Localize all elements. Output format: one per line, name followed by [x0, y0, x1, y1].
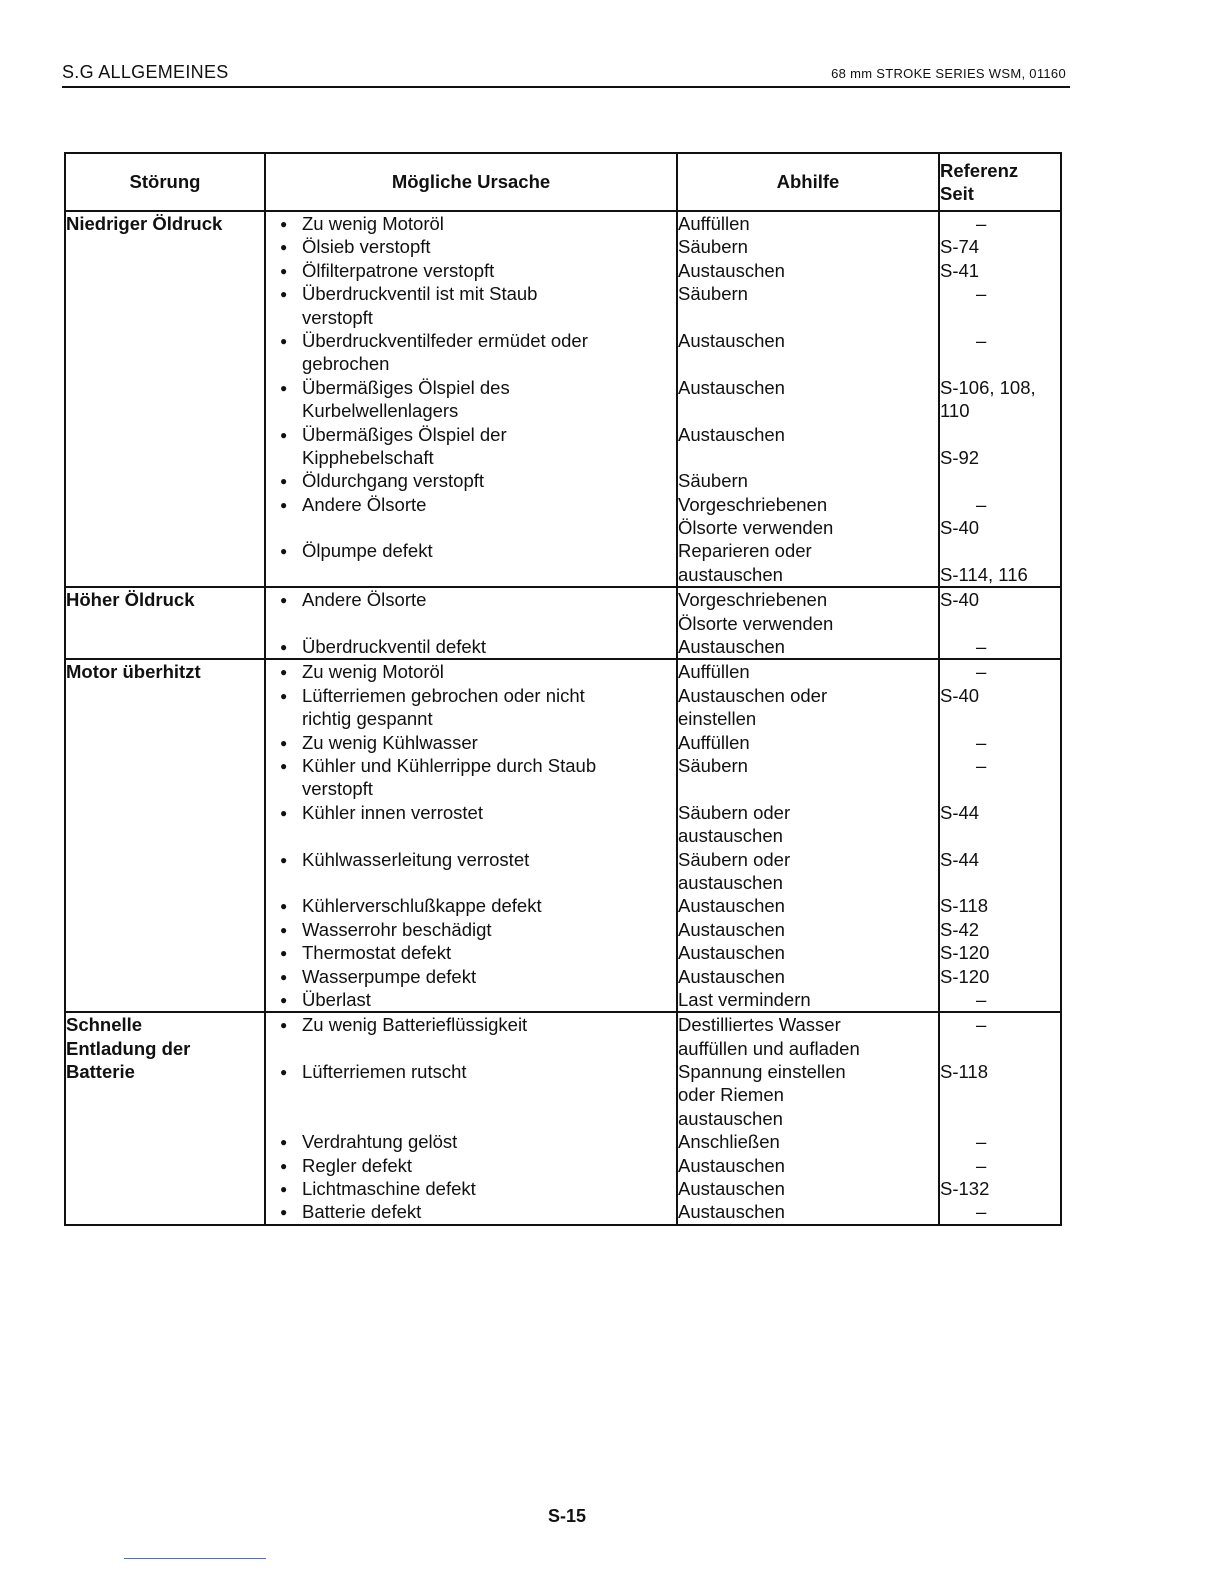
reference-text: – — [976, 283, 987, 305]
symptom-cell — [65, 1012, 265, 1225]
remedy-text: Reparieren oder — [678, 540, 812, 562]
cause-line — [266, 235, 676, 258]
reference-text: S-41 — [940, 259, 980, 281]
cause-text: Andere Ölsorte — [302, 493, 427, 515]
remedy-text: Vorgeschriebenen — [678, 589, 828, 611]
cause-line — [266, 707, 676, 730]
cause-cell — [265, 659, 677, 1012]
remedy-text: Austauschen — [678, 965, 785, 987]
bullet-icon: ● — [280, 1205, 288, 1220]
remedy-text: Säubern — [678, 236, 748, 258]
reference-text: S-40 — [940, 589, 980, 611]
cause-text: Kurbelwellenlagers — [302, 400, 459, 422]
reference-text: – — [976, 493, 987, 515]
cause-text: Überdruckventil defekt — [302, 636, 487, 658]
cause-text: Ölsieb verstopft — [302, 236, 431, 258]
reference-text — [940, 871, 1060, 894]
bullet-icon: ● — [280, 946, 288, 961]
reference-text: S-42 — [940, 918, 980, 940]
remedy-text: Austauschen — [678, 918, 785, 940]
reference-text: S-44 — [940, 801, 980, 823]
cause-text: Kühler und Kühlerrippe durch Staub — [302, 754, 597, 776]
cause-text: richtig gespannt — [302, 708, 433, 730]
reference-header-line: Seit — [940, 183, 974, 204]
bullet-icon: ● — [280, 497, 288, 512]
cause-text: verstopft — [302, 306, 373, 328]
symptom-text: Motor überhitzt — [66, 661, 201, 683]
reference-text: S-74 — [940, 236, 980, 258]
cause-text: Zu wenig Motoröl — [302, 661, 444, 683]
reference-text: – — [976, 988, 987, 1010]
cause-line — [266, 871, 676, 894]
reference-text: S-120 — [940, 965, 990, 987]
cause-line — [266, 516, 676, 539]
cause-line — [266, 754, 676, 777]
remedy-text: Säubern — [678, 754, 748, 776]
cause-text: Andere Ölsorte — [302, 589, 427, 611]
cause-line — [266, 824, 676, 847]
reference-text — [940, 824, 1060, 847]
cause-cell — [265, 1012, 677, 1225]
column-header-remedy: Abhilfe — [677, 153, 939, 211]
reference-text — [940, 1107, 1060, 1130]
reference-cell — [939, 1012, 1061, 1225]
cause-line — [266, 1130, 676, 1153]
reference-text: – — [976, 1201, 987, 1223]
remedy-cell — [677, 659, 939, 1012]
remedy-text: Last vermindern — [678, 988, 811, 1010]
remedy-cell — [677, 1012, 939, 1225]
remedy-text: Spannung einstellen — [678, 1061, 846, 1083]
column-header-reference — [939, 153, 1061, 211]
reference-text: – — [976, 731, 987, 753]
cause-line — [266, 660, 676, 683]
cause-text: Zu wenig Kühlwasser — [302, 731, 478, 753]
symptom-text: Niedriger Öldruck — [66, 213, 223, 234]
cause-line — [266, 1177, 676, 1200]
cause-line — [266, 493, 676, 516]
reference-text: – — [976, 754, 987, 776]
cause-line — [266, 635, 676, 658]
reference-text: S-114, 116 — [940, 563, 1028, 585]
cause-text: Batterie defekt — [302, 1201, 422, 1223]
bullet-icon: ● — [280, 852, 288, 867]
cause-text: Überlast — [302, 988, 371, 1010]
cause-text: Zu wenig Motoröl — [302, 213, 444, 234]
remedy-text: Austauschen — [678, 895, 785, 917]
reference-text: – — [976, 1131, 987, 1153]
cause-text: Überdruckventil ist mit Staub — [302, 283, 538, 305]
cause-line — [266, 423, 676, 446]
bullet-icon: ● — [280, 899, 288, 914]
reference-text: S-44 — [940, 848, 980, 870]
remedy-text — [678, 306, 938, 329]
reference-text: – — [976, 1154, 987, 1176]
cause-line — [266, 1154, 676, 1177]
remedy-text: Austauschen — [678, 942, 785, 964]
remedy-text: Auffüllen — [678, 213, 750, 234]
bullet-icon: ● — [280, 735, 288, 750]
cause-line — [266, 848, 676, 871]
reference-text — [940, 352, 1060, 375]
symptom-cell — [65, 211, 265, 587]
reference-cell — [939, 659, 1061, 1012]
remedy-text: Ölsorte verwenden — [678, 517, 834, 539]
remedy-text: Ölsorte verwenden — [678, 612, 834, 634]
column-header-cause: Mögliche Ursache — [265, 153, 677, 211]
remedy-text: einstellen — [678, 708, 757, 730]
cause-line — [266, 731, 676, 754]
cause-line — [266, 1107, 676, 1130]
bullet-icon: ● — [280, 1018, 288, 1033]
reference-text — [940, 1037, 1060, 1060]
remedy-text: austauschen — [678, 825, 783, 847]
page-header — [62, 58, 1070, 88]
cause-line — [266, 399, 676, 422]
cause-line — [266, 1083, 676, 1106]
column-header-symptom: Störung — [65, 153, 265, 211]
reference-text: S-106, 108, — [940, 376, 1036, 398]
reference-text: – — [976, 661, 987, 683]
cause-line — [266, 801, 676, 824]
cause-cell — [265, 587, 677, 659]
symptom-text: Schnelle — [66, 1014, 143, 1036]
reference-text: S-132 — [940, 1178, 990, 1200]
cause-text: Verdrahtung gelöst — [302, 1131, 458, 1153]
cause-text: Öldurchgang verstopft — [302, 470, 485, 492]
cause-text: gebrochen — [302, 353, 390, 375]
bullet-icon: ● — [280, 665, 288, 680]
reference-text — [940, 306, 1060, 329]
cause-line — [266, 212, 676, 235]
bullet-icon: ● — [280, 758, 288, 773]
bullet-icon: ● — [280, 240, 288, 255]
reference-header-line: Referenz — [940, 160, 1019, 181]
remedy-text: oder Riemen — [678, 1084, 784, 1106]
reference-text — [940, 612, 1060, 635]
cause-line — [266, 469, 676, 492]
bullet-icon: ● — [280, 1182, 288, 1197]
remedy-text: Austauschen oder — [678, 684, 828, 706]
remedy-text: Auffüllen — [678, 661, 750, 683]
remedy-text — [678, 399, 938, 422]
cause-text: Zu wenig Batterieflüssigkeit — [302, 1014, 528, 1036]
page-number: S-15 — [548, 1506, 587, 1526]
symptom-text: Entladung der — [66, 1037, 191, 1059]
table-row — [65, 211, 1061, 587]
footer-rule — [124, 1558, 266, 1559]
bullet-icon: ● — [280, 1158, 288, 1173]
cause-line — [266, 539, 676, 562]
troubleshooting-table — [64, 152, 1062, 1226]
bullet-icon: ● — [280, 1135, 288, 1150]
bullet-icon: ● — [280, 969, 288, 984]
cause-text: Lüfterriemen gebrochen oder nicht — [302, 684, 585, 706]
cause-text: Thermostat defekt — [302, 942, 452, 964]
cause-text: Kühlerverschlußkappe defekt — [302, 895, 542, 917]
cause-line — [266, 563, 676, 586]
remedy-text: Austauschen — [678, 636, 785, 658]
section-title: S.G ALLGEMEINES — [62, 62, 229, 82]
cause-text: Kühler innen verrostet — [302, 801, 483, 823]
table-header-row — [65, 153, 1061, 211]
reference-text: S-40 — [940, 517, 980, 539]
cause-line — [266, 988, 676, 1011]
remedy-text: auffüllen und aufladen — [678, 1037, 860, 1059]
remedy-text: Säubern oder — [678, 801, 791, 823]
cause-line — [266, 894, 676, 917]
table-row — [65, 1012, 1061, 1225]
reference-text: S-118 — [940, 895, 988, 917]
cause-text: Regler defekt — [302, 1154, 413, 1176]
remedy-text: Austauschen — [678, 1154, 785, 1176]
cause-line — [266, 777, 676, 800]
bullet-icon: ● — [280, 805, 288, 820]
reference-text — [940, 469, 1060, 492]
table-row — [65, 659, 1061, 1012]
remedy-text: Austauschen — [678, 259, 785, 281]
remedy-cell — [677, 211, 939, 587]
remedy-text — [678, 777, 938, 800]
reference-text: – — [976, 636, 987, 658]
cause-line — [266, 918, 676, 941]
cause-text: Ölpumpe defekt — [302, 540, 433, 562]
cause-line — [266, 329, 676, 352]
reference-text: – — [976, 213, 987, 234]
reference-text — [940, 539, 1060, 562]
symptom-cell — [65, 659, 265, 1012]
cause-line — [266, 259, 676, 282]
symptom-cell — [65, 587, 265, 659]
remedy-text: austauschen — [678, 1107, 783, 1129]
cause-line — [266, 612, 676, 635]
symptom-text: Höher Öldruck — [66, 589, 195, 611]
remedy-text: Säubern oder — [678, 848, 791, 870]
reference-text: S-120 — [940, 942, 990, 964]
bullet-icon: ● — [280, 427, 288, 442]
cause-line — [266, 684, 676, 707]
bullet-icon: ● — [280, 380, 288, 395]
cause-line — [266, 965, 676, 988]
cause-line — [266, 1013, 676, 1036]
bullet-icon: ● — [280, 287, 288, 302]
cause-line — [266, 352, 676, 375]
bullet-icon: ● — [280, 922, 288, 937]
remedy-text: Auffüllen — [678, 731, 750, 753]
remedy-text: Austauschen — [678, 1178, 785, 1200]
bullet-icon: ● — [280, 992, 288, 1007]
cause-text: Wasserpumpe defekt — [302, 965, 477, 987]
remedy-text: Destilliertes Wasser — [678, 1014, 841, 1036]
remedy-text: Vorgeschriebenen — [678, 493, 828, 515]
remedy-text: Austauschen — [678, 376, 785, 398]
reference-text: – — [976, 1014, 987, 1036]
reference-text — [940, 707, 1060, 730]
remedy-cell — [677, 587, 939, 659]
reference-text — [940, 1083, 1060, 1106]
reference-text — [940, 777, 1060, 800]
reference-cell — [939, 211, 1061, 587]
cause-text: Kipphebelschaft — [302, 446, 434, 468]
cause-line — [266, 282, 676, 305]
cause-line — [266, 376, 676, 399]
cause-text: Überdruckventilfeder ermüdet oder — [302, 329, 588, 351]
remedy-text: austauschen — [678, 871, 783, 893]
remedy-text — [678, 446, 938, 469]
bullet-icon: ● — [280, 333, 288, 348]
remedy-text: Säubern — [678, 283, 748, 305]
bullet-icon: ● — [280, 593, 288, 608]
cause-text: verstopft — [302, 778, 373, 800]
bullet-icon: ● — [280, 263, 288, 278]
cause-text: Lüfterriemen rutscht — [302, 1061, 467, 1083]
bullet-icon: ● — [280, 217, 288, 231]
bullet-icon: ● — [280, 640, 288, 655]
reference-text — [940, 423, 1060, 446]
remedy-text: austauschen — [678, 563, 783, 585]
cause-text: Ölfilterpatrone verstopft — [302, 259, 495, 281]
cause-cell — [265, 211, 677, 587]
reference-text: S-40 — [940, 684, 980, 706]
cause-line — [266, 588, 676, 611]
reference-text: 110 — [940, 400, 970, 422]
cause-line — [266, 1200, 676, 1223]
reference-text: S-118 — [940, 1061, 988, 1083]
reference-cell — [939, 587, 1061, 659]
remedy-text: Säubern — [678, 470, 748, 492]
bullet-icon: ● — [280, 474, 288, 489]
series-label: 68 mm STROKE SERIES WSM, 01160 — [831, 66, 1066, 81]
remedy-text: Anschließen — [678, 1131, 780, 1153]
cause-line — [266, 446, 676, 469]
cause-line — [266, 1037, 676, 1060]
cause-line — [266, 306, 676, 329]
remedy-text — [678, 352, 938, 375]
cause-line — [266, 1060, 676, 1083]
cause-line — [266, 941, 676, 964]
remedy-text: Austauschen — [678, 423, 785, 445]
reference-text: S-92 — [940, 446, 980, 468]
reference-text: – — [976, 329, 987, 351]
cause-text: Wasserrohr beschädigt — [302, 918, 492, 940]
cause-text: Übermäßiges Ölspiel des — [302, 376, 510, 398]
bullet-icon: ● — [280, 688, 288, 703]
remedy-text: Austauschen — [678, 1201, 785, 1223]
remedy-text: Austauschen — [678, 329, 785, 351]
cause-text: Kühlwasserleitung verrostet — [302, 848, 530, 870]
cause-text: Übermäßiges Ölspiel der — [302, 423, 507, 445]
bullet-icon: ● — [280, 544, 288, 559]
bullet-icon: ● — [280, 1065, 288, 1080]
cause-text: Lichtmaschine defekt — [302, 1178, 476, 1200]
table-row — [65, 587, 1061, 659]
symptom-text: Batterie — [66, 1061, 135, 1083]
